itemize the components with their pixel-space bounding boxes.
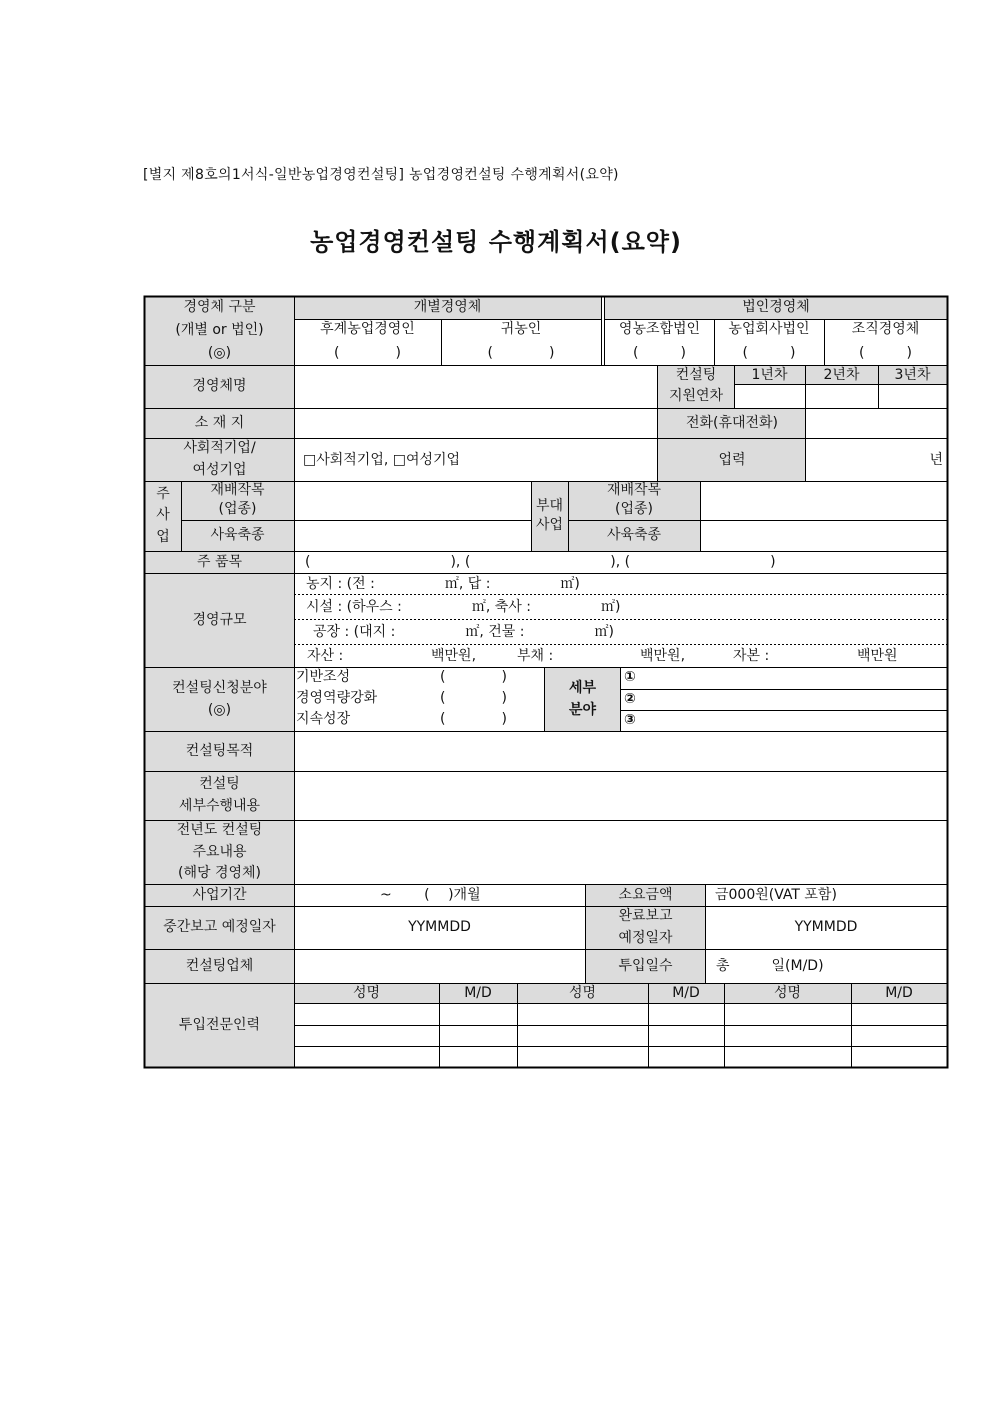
field-growth: 지속성장	[296, 711, 351, 727]
social-enterprise-label: 사회적기업/	[183, 440, 256, 456]
crop-label: 재배작목	[210, 482, 265, 498]
option-agri-company: 농업회사법인	[728, 321, 810, 337]
field-capacity: 경영역량강화	[296, 690, 378, 706]
input-days-value[interactable]: 총 일(M/D)	[716, 958, 824, 974]
debt-unit: 백만원,	[640, 648, 686, 664]
side-crop-sublabel: (업종)	[615, 501, 653, 517]
individual-entity-header: 개별경영체	[413, 299, 482, 315]
scale-factory[interactable]: 공장 : (대지 : ㎡, 건물 : ㎡)	[313, 624, 614, 640]
detail-content-label-2: 세부수행내용	[178, 798, 261, 814]
field-foundation: 기반조성	[296, 669, 351, 685]
detail-mark-2: ②	[624, 691, 636, 707]
field-label: 컨설팅신청분야	[172, 680, 267, 696]
option-returning-farmer-check[interactable]: ( )	[487, 345, 555, 361]
corporate-entity-header: 법인경영체	[742, 299, 810, 315]
final-report-value[interactable]: YYMMDD	[794, 919, 858, 935]
experts-header-md-3: M/D	[885, 985, 913, 1001]
year-2-header: 2년차	[823, 367, 860, 383]
option-organized-entity-check[interactable]: ( )	[859, 345, 912, 361]
option-successor-farmer: 후계농업경영인	[320, 321, 415, 337]
detail-field-label: 세부	[568, 680, 597, 696]
support-year-label-2: 지원연차	[668, 388, 724, 404]
year-3-header: 3년차	[894, 367, 931, 383]
asset-label: 자산 :	[307, 648, 344, 664]
capital-unit: 백만원	[857, 648, 898, 664]
scale-farmland[interactable]: 농지 : (전 : ㎡, 답 : ㎡)	[306, 576, 580, 592]
main-product-value[interactable]: ( ), ( ), ( )	[305, 554, 776, 570]
option-farming-association: 영농조합법인	[618, 321, 701, 337]
debt-label: 부채 :	[517, 648, 554, 664]
field-foundation-check[interactable]: ( )	[440, 669, 507, 685]
input-days-label: 투입일수	[618, 958, 673, 974]
scale-label: 경영규모	[192, 612, 247, 628]
experts-header-md-2: M/D	[672, 985, 700, 1001]
option-farming-association-check[interactable]: ( )	[633, 345, 686, 361]
detail-field-label-2: 분야	[568, 702, 597, 718]
experts-header-name-1: 성명	[352, 985, 381, 1001]
form-reference-note: [별지 제8호의1서식-일반농업경영컨설팅] 농업경영컨설팅 수행계획서(요약)	[143, 167, 619, 183]
prev-consulting-label: 전년도 컨설팅	[176, 822, 263, 838]
main-biz-label-2: 사	[156, 507, 170, 523]
year-1-header: 1년차	[751, 367, 788, 383]
side-livestock-label: 사육축종	[606, 527, 662, 543]
option-returning-farmer: 귀농인	[500, 321, 542, 337]
side-biz-label-2: 사업	[535, 517, 564, 533]
entity-type-sublabel: (개별 or 법인)	[175, 322, 264, 338]
side-biz-label-1: 부대	[535, 498, 564, 514]
asset-unit: 백만원,	[431, 648, 477, 664]
mid-report-label: 중간보고 예정일자	[163, 919, 276, 935]
detail-mark-1: ①	[624, 669, 636, 685]
amount-label: 소요금액	[618, 887, 673, 903]
livestock-label: 사육축종	[210, 527, 265, 543]
option-organized-entity: 조직경영체	[851, 321, 920, 337]
support-year-label: 컨설팅	[675, 367, 717, 383]
scale-facility[interactable]: 시설 : (하우스 : ㎡, 축사 : ㎡)	[306, 599, 621, 615]
final-report-label: 완료보고	[618, 908, 673, 924]
detail-mark-3: ③	[624, 712, 636, 728]
option-agri-company-check[interactable]: ( )	[742, 345, 796, 361]
period-value[interactable]: ~ ( )개월	[380, 887, 481, 903]
experts-header-name-3: 성명	[773, 985, 802, 1001]
period-label: 사업기간	[192, 887, 247, 903]
social-enterprise-options[interactable]: □사회적기업, □여성기업	[303, 452, 461, 468]
social-enterprise-label-2: 여성기업	[192, 462, 247, 478]
option-successor-farmer-check[interactable]: ( )	[334, 345, 401, 361]
experts-header-name-2: 성명	[568, 985, 597, 1001]
field-growth-check[interactable]: ( )	[440, 711, 507, 727]
career-unit: 년	[929, 452, 943, 468]
main-biz-label-3: 업	[156, 529, 170, 545]
mid-report-value[interactable]: YYMMDD	[408, 919, 471, 935]
document-title: 농업경영컨설팅 수행계획서(요약)	[310, 228, 682, 256]
detail-content-label: 컨설팅	[199, 776, 240, 792]
amount-value[interactable]: 금000원(VAT 포함)	[715, 887, 837, 903]
consultant-label: 컨설팅업체	[185, 958, 254, 974]
field-label-mark: (◎)	[207, 702, 232, 718]
prev-consulting-label-3: (해당 경영체)	[178, 865, 261, 881]
capital-label: 자본 :	[733, 648, 770, 664]
main-product-label: 주 품목	[196, 554, 243, 570]
purpose-label: 컨설팅목적	[185, 743, 254, 759]
career-label: 업력	[718, 452, 746, 468]
prev-consulting-label-2: 주요내용	[192, 844, 247, 860]
side-crop-label: 재배작목	[606, 482, 662, 498]
main-biz-label-1: 주	[156, 486, 170, 502]
experts-label: 투입전문인력	[178, 1017, 261, 1033]
crop-sublabel: (업종)	[218, 501, 257, 517]
entity-type-mark: (◎)	[207, 345, 232, 361]
field-capacity-check[interactable]: ( )	[440, 690, 507, 706]
entity-type-label: 경영체 구분	[183, 299, 256, 315]
final-report-label-2: 예정일자	[618, 930, 673, 946]
phone-label: 전화(휴대전화)	[685, 415, 779, 431]
experts-header-md-1: M/D	[464, 985, 492, 1001]
entity-name-label: 경영체명	[192, 378, 247, 394]
location-label: 소 재 지	[194, 415, 245, 431]
